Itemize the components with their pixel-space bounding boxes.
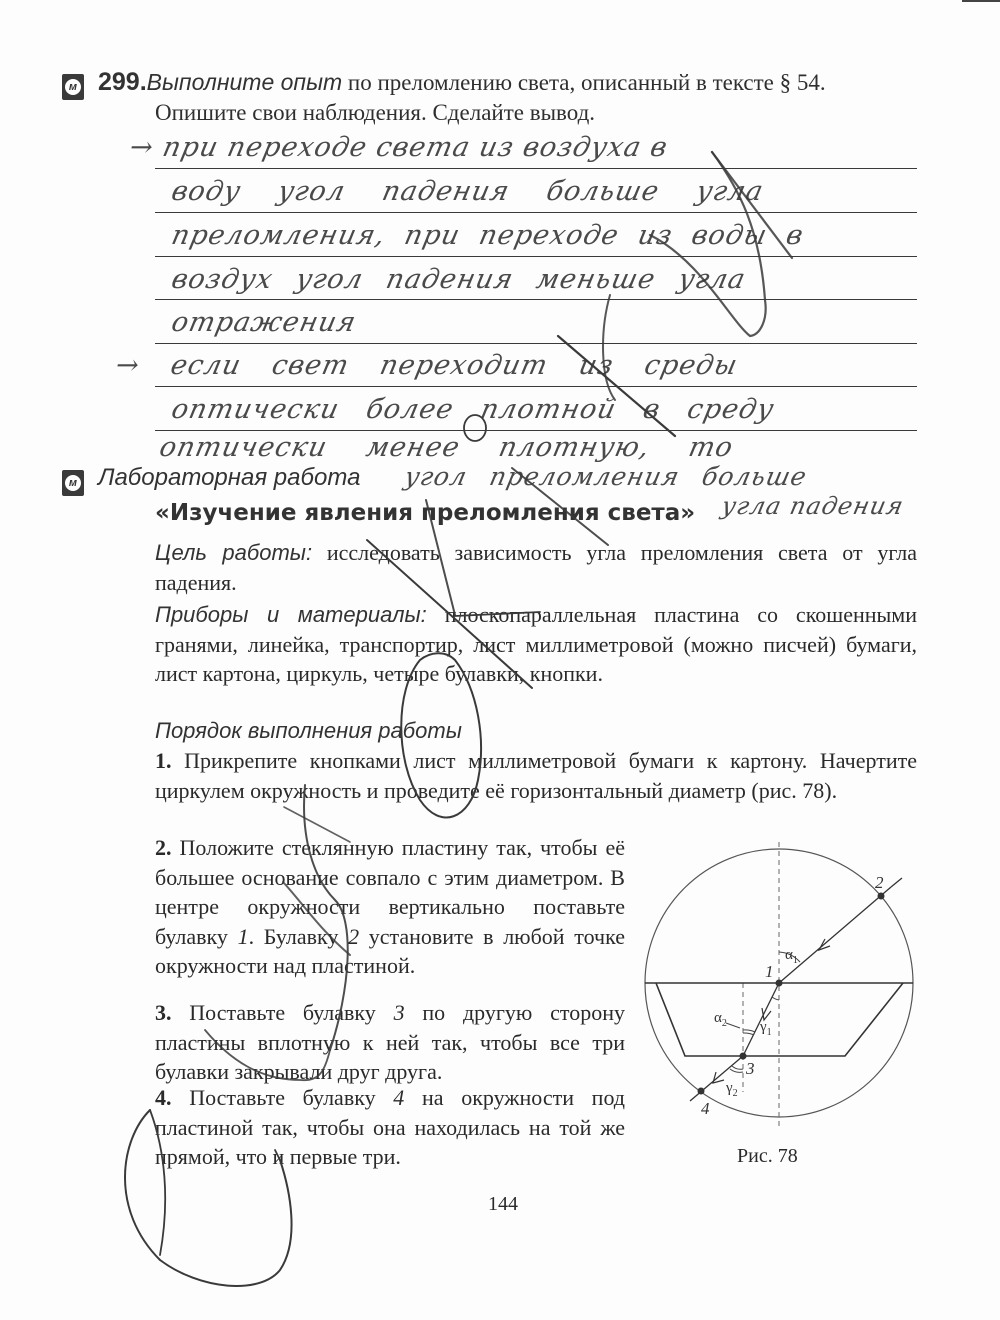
pin-1-dot: [776, 980, 783, 987]
step-2: 2. Положите стеклянную пластину так, чтобы её большее основание совпало с этим диаметром. В центре окружности вертикально поставьте булавку 1. Булавку 2 установите в любой точке окружности над пластиной.: [155, 835, 625, 978]
page-number: 144: [488, 1193, 518, 1215]
m-badge-icon: м: [62, 470, 84, 496]
pin-4-label: 4: [701, 1099, 710, 1118]
lab-goal: Цель работы: исследовать зависимость угла преломления света от угла падения.: [155, 540, 918, 595]
ruled-line: [155, 299, 917, 300]
pin-2-dot: [878, 893, 885, 900]
lab-heading: Лабораторная работа: [98, 464, 361, 491]
task-number: 299.: [98, 68, 147, 96]
pin-2-label: 2: [875, 873, 884, 892]
pin-1-label: 1: [765, 962, 774, 981]
step-3: 3. Поставьте булавку 3 по другую сторону пластины вплотную к ней так, чтобы все три булавки закрывали друг друга.: [155, 1000, 625, 1084]
handwritten-line: → если свет переходит из среды: [112, 350, 741, 381]
figure-caption: Рис. 78: [737, 1145, 798, 1167]
m-badge-icon: м: [62, 74, 84, 100]
figure-78-refraction-diagram: [640, 840, 930, 1140]
lab-title: «Изучение явления преломления света»: [155, 500, 696, 526]
handwritten-line: преломления, при переходе из воды в: [168, 220, 807, 251]
pin-3-label: 3: [746, 1059, 755, 1078]
task-instruction: по преломлению света, описанный в тексте § 54.: [342, 70, 826, 95]
gamma1-label: $\gamma_1$: [760, 1019, 772, 1038]
handwritten-line: воду угол падения больше угла: [168, 176, 767, 207]
alpha1-label: $\alpha_1$: [785, 947, 798, 966]
handwritten-line: воздух угол падения меньше угла: [168, 264, 749, 295]
task-299-header: [98, 68, 826, 97]
handwritten-line: угла падения: [719, 492, 907, 520]
procedure-heading: Порядок выполнения работы: [155, 718, 462, 743]
ruled-line: [155, 430, 917, 431]
handwritten-line: оптически менее плотную, то: [156, 432, 737, 463]
handwritten-line: отражения: [168, 307, 360, 338]
ruled-line: [155, 256, 917, 257]
ruled-line: [155, 168, 917, 169]
alpha2-label: $\alpha_2$: [714, 1010, 727, 1029]
step-4: 4. Поставьте булавку 4 на окружности под пластиной так, чтобы она находилась на той же прямой, что и первые три.: [155, 1085, 625, 1169]
handwritten-line: угол преломления больше: [401, 462, 810, 491]
ruled-line: [155, 386, 917, 387]
task-instruction-italic: Выполните опыт: [146, 69, 343, 95]
pin-4-dot: [698, 1088, 705, 1095]
ruled-line: [155, 343, 917, 344]
step-1: 1. Прикрепите кнопками лист миллиметровой бумаги к картону. Начертите циркулем окружность и проведите её горизонтальный диаметр (рис. 78).: [155, 748, 917, 803]
ruled-line: [155, 212, 917, 213]
handwritten-line: → при переходе света из воздуха в: [126, 132, 671, 163]
handwritten-line: оптически более плотной в среду: [168, 394, 778, 425]
scan-edge: [962, 0, 1000, 2]
gamma2-label: $\gamma_2$: [726, 1080, 738, 1099]
lab-materials: Приборы и материалы: плоскопараллельная пластина со скошенными гранями, линейка, транспортир, лист миллиметровой (можно писчей) бумаги, лист картона, циркуль, четыре булавки, кнопки.: [155, 602, 917, 686]
task-instruction-line2: Опишите свои наблюдения. Сделайте вывод.: [155, 100, 596, 125]
